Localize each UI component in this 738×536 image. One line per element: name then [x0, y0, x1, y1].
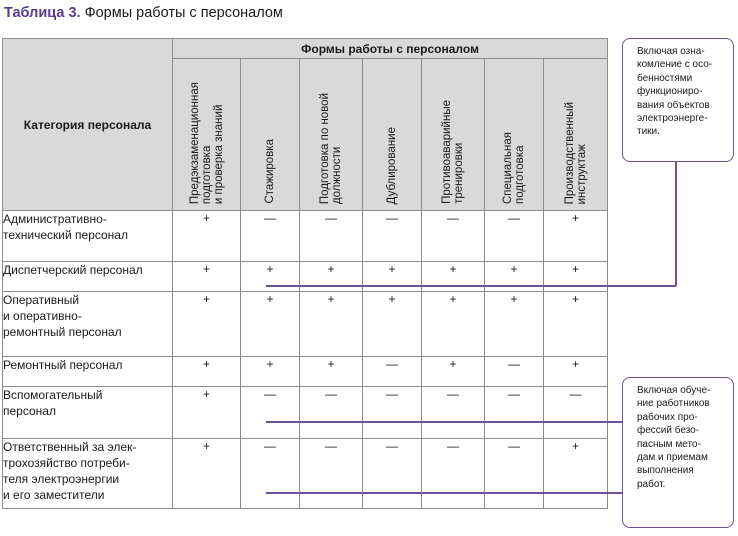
- dash-mark-cell: —: [363, 439, 422, 509]
- dash-mark-cell: —: [544, 387, 608, 439]
- category-cell: Ответственный за элек- трохозяйство потреби- теля электроэнергии и его заместители: [3, 439, 173, 509]
- plus-mark-cell: +: [422, 262, 485, 292]
- callout-2-leader-1: [266, 421, 622, 423]
- dash-mark-cell: —: [241, 211, 300, 262]
- category-cell: Ремонтный персонал: [3, 357, 173, 387]
- dash-mark-cell: —: [300, 211, 363, 262]
- column-header: [363, 59, 422, 211]
- column-header-label: Производственный инструктаж: [563, 101, 588, 204]
- column-header: [485, 59, 544, 211]
- table-row: [3, 292, 608, 357]
- table-body: [3, 211, 608, 509]
- dash-mark-cell: —: [241, 439, 300, 509]
- plus-mark-cell: +: [422, 357, 485, 387]
- plus-mark-cell: +: [544, 357, 608, 387]
- dash-mark-cell: —: [485, 439, 544, 509]
- plus-mark-cell: +: [173, 387, 241, 439]
- callout-note-2: Включая обуче- ние работников рабочих про- фессий безо- пасным мето- дам и приемам выполнения работ.: [622, 377, 734, 528]
- plus-mark-cell: +: [173, 292, 241, 357]
- column-header-label: Дублирование: [386, 126, 398, 204]
- table-row: [3, 387, 608, 439]
- column-header-label: Предэкзаменационная подготовка и проверка знаний: [188, 81, 225, 204]
- dash-mark-cell: —: [241, 387, 300, 439]
- table-row: [3, 357, 608, 387]
- category-cell: Вспомогательный персонал: [3, 387, 173, 439]
- column-header-label: Подготовка по новой должности: [319, 92, 343, 204]
- table-row: [3, 211, 608, 262]
- column-header: [300, 59, 363, 211]
- plus-mark-cell: +: [173, 439, 241, 509]
- column-header: [173, 59, 241, 211]
- column-header-label: Противоаварийные тренировки: [441, 100, 465, 204]
- personnel-forms-table: [2, 38, 608, 509]
- category-cell: Диспетчерский персонал: [3, 262, 173, 292]
- plus-mark-cell: +: [544, 292, 608, 357]
- table-caption: Формы работы с персоналом: [84, 5, 283, 21]
- dash-mark-cell: —: [422, 439, 485, 509]
- category-header: Категория персонала: [3, 39, 173, 211]
- table-row: [3, 262, 608, 292]
- plus-mark-cell: +: [363, 292, 422, 357]
- dash-mark-cell: —: [363, 211, 422, 262]
- plus-mark-cell: +: [363, 262, 422, 292]
- plus-mark-cell: +: [300, 292, 363, 357]
- dash-mark-cell: —: [422, 211, 485, 262]
- plus-mark-cell: +: [544, 262, 608, 292]
- dash-mark-cell: —: [485, 357, 544, 387]
- table-title: [4, 5, 283, 21]
- dash-mark-cell: —: [300, 439, 363, 509]
- plus-mark-cell: +: [422, 292, 485, 357]
- column-header: [544, 59, 608, 211]
- callout-note-1: Включая озна- комление с осо- бенностями функциониро- вания объектов электроэнерге- тики.: [622, 38, 734, 162]
- plus-mark-cell: +: [485, 262, 544, 292]
- category-cell: Оперативный и оперативно- ремонтный персонал: [3, 292, 173, 357]
- dash-mark-cell: —: [485, 211, 544, 262]
- dash-mark-cell: —: [422, 387, 485, 439]
- plus-mark-cell: +: [300, 262, 363, 292]
- plus-mark-cell: +: [300, 357, 363, 387]
- plus-mark-cell: +: [544, 439, 608, 509]
- callout-1-leader-vertical: [675, 162, 677, 286]
- table-row: [3, 439, 608, 509]
- column-header: [241, 59, 300, 211]
- plus-mark-cell: +: [544, 211, 608, 262]
- plus-mark-cell: +: [173, 357, 241, 387]
- dash-mark-cell: —: [363, 357, 422, 387]
- plus-mark-cell: +: [173, 211, 241, 262]
- plus-mark-cell: +: [241, 357, 300, 387]
- column-header: [422, 59, 485, 211]
- dash-mark-cell: —: [363, 387, 422, 439]
- plus-mark-cell: +: [485, 292, 544, 357]
- plus-mark-cell: +: [173, 262, 241, 292]
- callout-2-leader-2: [266, 492, 622, 494]
- forms-header: Формы работы с персоналом: [173, 39, 608, 59]
- dash-mark-cell: —: [300, 387, 363, 439]
- column-header-label: Специальная подготовка: [502, 131, 526, 204]
- table-number: Таблица 3.: [4, 5, 81, 21]
- plus-mark-cell: +: [241, 292, 300, 357]
- column-header-label: Стажировка: [264, 139, 276, 204]
- plus-mark-cell: +: [241, 262, 300, 292]
- callout-1-leader-horizontal: [266, 285, 676, 287]
- category-cell: Административно- технический персонал: [3, 211, 173, 262]
- dash-mark-cell: —: [485, 387, 544, 439]
